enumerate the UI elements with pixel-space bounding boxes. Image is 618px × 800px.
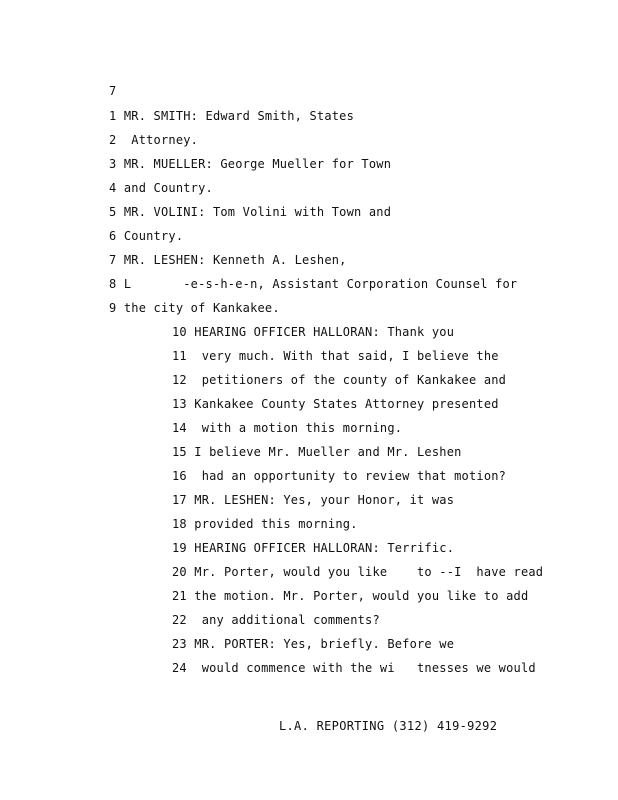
transcript-line-23: 23 MR. PORTER: Yes, briefly. Before we — [172, 637, 455, 651]
transcript-line-22: 22 any additional comments? — [172, 613, 380, 627]
transcript-line-3: 3 MR. MUELLER: George Mueller for Town — [109, 157, 392, 171]
transcript-line-10: 10 HEARING OFFICER HALLORAN: Thank you — [172, 325, 455, 339]
transcript-line-13: 13 Kankakee County States Attorney presented — [172, 397, 499, 411]
transcript-line-8: 8 L -e-s-h-e-n, Assistant Corporation Counsel for — [109, 277, 518, 291]
transcript-line-11: 11 very much. With that said, I believe the — [172, 349, 499, 363]
reporter-footer: L.A. REPORTING (312) 419-9292 — [279, 719, 498, 733]
transcript-line-1: 1 MR. SMITH: Edward Smith, States — [109, 109, 355, 123]
transcript-line-16: 16 had an opportunity to review that motion? — [172, 469, 507, 483]
transcript-line-15: 15 I believe Mr. Mueller and Mr. Leshen — [172, 445, 462, 459]
page-number: 7 — [109, 84, 117, 98]
transcript-line-17: 17 MR. LESHEN: Yes, your Honor, it was — [172, 493, 455, 507]
transcript-line-14: 14 with a motion this morning. — [172, 421, 403, 435]
transcript-line-9: 9 the city of Kankakee. — [109, 301, 280, 315]
transcript-line-4: 4 and Country. — [109, 181, 213, 195]
transcript-line-5: 5 MR. VOLINI: Tom Volini with Town and — [109, 205, 392, 219]
transcript-line-21: 21 the motion. Mr. Porter, would you like to add — [172, 589, 529, 603]
transcript-line-2: 2 Attorney. — [109, 133, 199, 147]
transcript-line-7: 7 MR. LESHEN: Kenneth A. Leshen, — [109, 253, 347, 267]
transcript-line-24: 24 would commence with the wi tnesses we would — [172, 661, 536, 675]
transcript-line-19: 19 HEARING OFFICER HALLORAN: Terrific. — [172, 541, 455, 555]
transcript-line-6: 6 Country. — [109, 229, 184, 243]
transcript-line-18: 18 provided this morning. — [172, 517, 358, 531]
transcript-line-12: 12 petitioners of the county of Kankakee and — [172, 373, 507, 387]
transcript-line-20: 20 Mr. Porter, would you like to --I have read — [172, 565, 544, 579]
